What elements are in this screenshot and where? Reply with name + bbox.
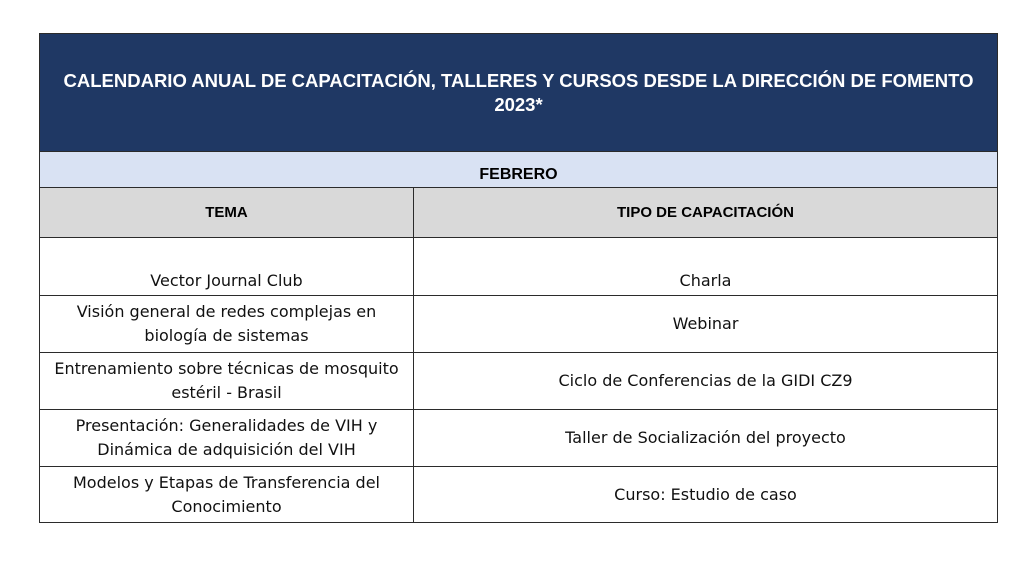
table-row [40, 410, 997, 467]
table-row [40, 296, 997, 353]
table-title: CALENDARIO ANUAL DE CAPACITACIÓN, TALLERES Y CURSOS DESDE LA DIRECCIÓN DE FOMENTO 2023* [40, 34, 997, 152]
cell-tema: Vector Journal Club [40, 238, 414, 295]
cell-tema: Presentación: Generalidades de VIH y Dinámica de adquisición del VIH [40, 410, 414, 466]
cell-tema: Visión general de redes complejas en biología de sistemas [40, 296, 414, 352]
cell-tipo: Taller de Socialización del proyecto [565, 428, 846, 447]
cell-tipo: Charla [679, 271, 732, 290]
month-label: FEBRERO [40, 152, 997, 188]
cell-tipo: Webinar [672, 314, 739, 333]
cell-tema: Modelos y Etapas de Transferencia del Conocimiento [40, 467, 414, 523]
column-header-tema: TEMA [40, 188, 414, 237]
table-body [40, 238, 997, 523]
table-row [40, 353, 997, 410]
cell-tipo: Ciclo de Conferencias de la GIDI CZ9 [558, 371, 853, 390]
table-row [40, 238, 997, 296]
table-row [40, 467, 997, 523]
column-header-row [40, 188, 997, 238]
cell-tipo: Curso: Estudio de caso [614, 485, 797, 504]
cell-tema: Entrenamiento sobre técnicas de mosquito estéril - Brasil [40, 353, 414, 409]
training-calendar-table [39, 33, 998, 523]
column-header-tipo: TIPO DE CAPACITACIÓN [617, 204, 794, 221]
